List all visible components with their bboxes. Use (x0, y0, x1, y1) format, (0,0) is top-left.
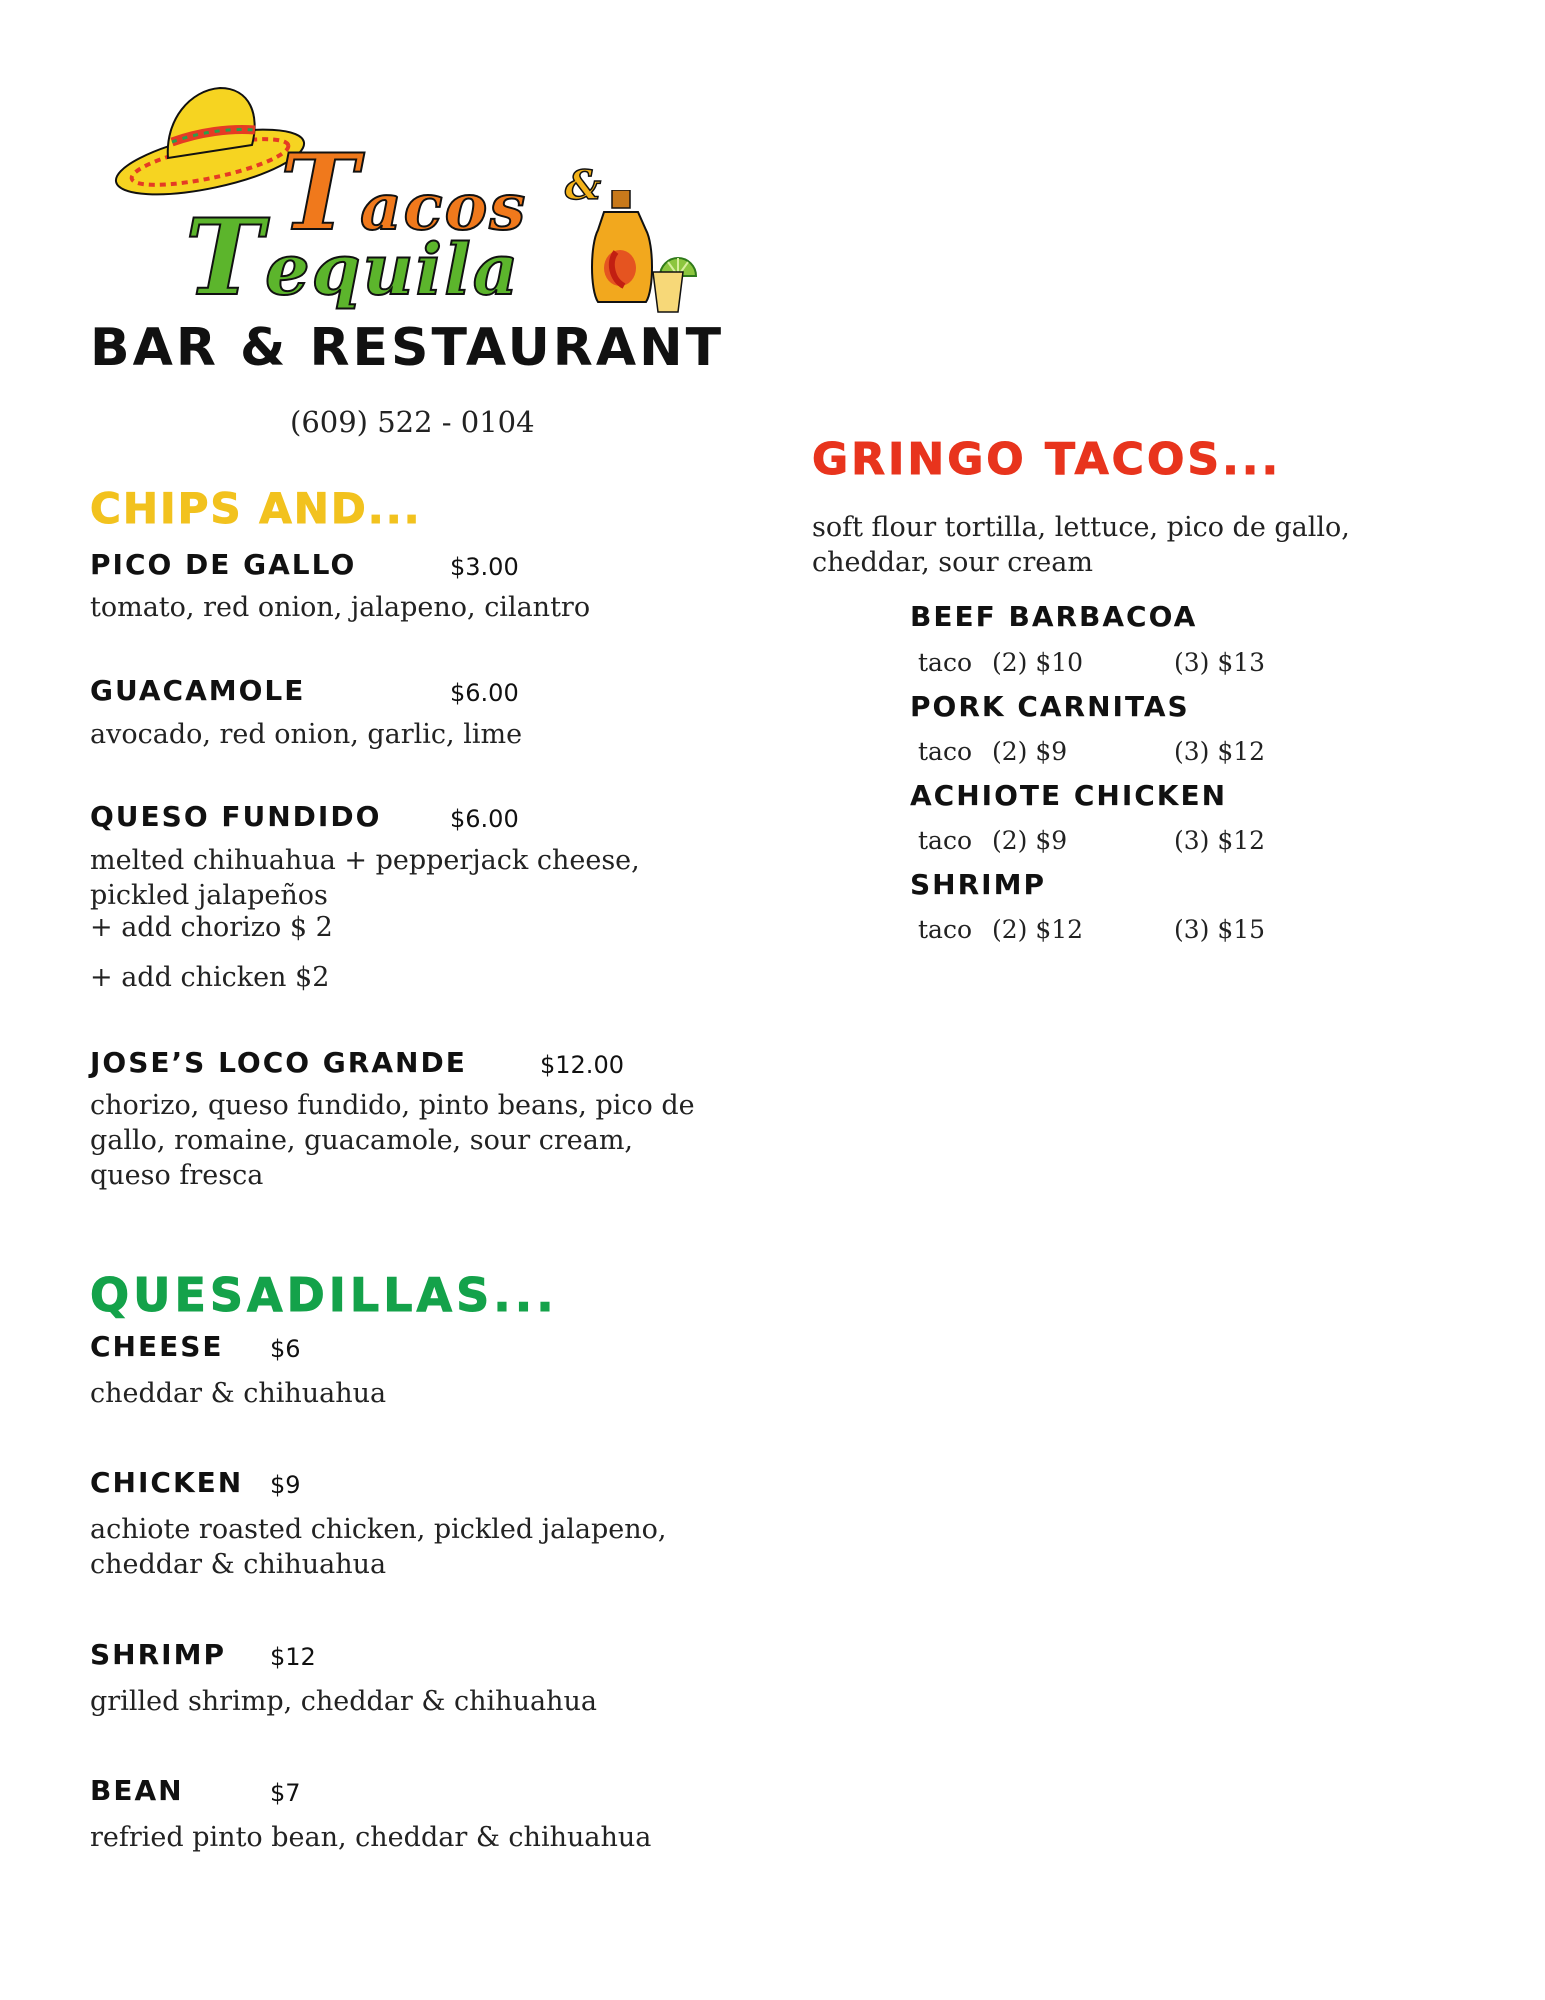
taco-price-two: (2) $9 (992, 737, 1068, 766)
menu-item-price: $7 (270, 1779, 301, 1807)
menu-item-name: SHRIMP (90, 1638, 226, 1671)
menu-item-name: JOSE’S LOCO GRANDE (90, 1046, 467, 1079)
menu-item-description: avocado, red onion, garlic, lime (90, 719, 523, 750)
restaurant-subtitle: BAR & RESTAURANT (90, 318, 725, 378)
taco-label: taco (918, 648, 973, 677)
taco-price-three: (3) $12 (1174, 737, 1266, 766)
menu-item-price: $3.00 (450, 553, 519, 581)
menu-item-price: $6 (270, 1335, 301, 1363)
menu-item-name: GUACAMOLE (90, 674, 306, 707)
menu-item-description: refried pinto bean, cheddar & chihuahua (90, 1822, 652, 1853)
menu-item-name: BEAN (90, 1774, 184, 1807)
logo-word-tacos: Tacos (280, 130, 528, 254)
taco-price-three: (3) $15 (1174, 915, 1266, 944)
chips-section-heading: CHIPS AND... (90, 484, 422, 533)
gringo-tacos-description: soft flour tortilla, lettuce, pico de gallo, cheddar, sour cream (812, 512, 1350, 578)
taco-price-two: (2) $12 (992, 915, 1084, 944)
phone-number: (609) 522 - 0104 (290, 405, 535, 439)
taco-price-three: (3) $13 (1174, 648, 1266, 677)
menu-item-name: QUESO FUNDIDO (90, 800, 382, 833)
menu-item-description: melted chihuahua + pepperjack cheese, pickled jalapeños (90, 845, 640, 911)
menu-item-price: $6.00 (450, 679, 519, 707)
quesadillas-section-heading: QUESADILLAS... (90, 1268, 558, 1322)
menu-item-description: achiote roasted chicken, pickled jalapeno, cheddar & chihuahua (90, 1514, 667, 1580)
menu-item-price: $9 (270, 1471, 301, 1499)
taco-label: taco (918, 826, 973, 855)
menu-item-description: tomato, red onion, jalapeno, cilantro (90, 592, 591, 623)
addon-chicken: + add chicken $2 (90, 962, 330, 993)
taco-price-three: (3) $12 (1174, 826, 1266, 855)
taco-item-name: ACHIOTE CHICKEN (910, 779, 1228, 812)
gringo-tacos-section-heading: GRINGO TACOS... (812, 434, 1282, 485)
taco-price-two: (2) $10 (992, 648, 1084, 677)
taco-item-name: SHRIMP (910, 868, 1046, 901)
logo-ampersand: & (565, 162, 604, 209)
menu-item-name: PICO DE GALLO (90, 548, 357, 581)
menu-item-price: $6.00 (450, 805, 519, 833)
taco-label: taco (918, 915, 973, 944)
menu-item-description: grilled shrimp, cheddar & chihuahua (90, 1686, 597, 1717)
taco-label: taco (918, 737, 973, 766)
menu-item-name: CHEESE (90, 1330, 224, 1363)
taco-price-two: (2) $9 (992, 826, 1068, 855)
logo-word-tequila: Tequila (185, 195, 521, 319)
shot-glass-icon (650, 270, 686, 314)
menu-item-price: $12.00 (540, 1051, 624, 1079)
menu-item-description: cheddar & chihuahua (90, 1378, 387, 1409)
menu-item-name: CHICKEN (90, 1466, 244, 1499)
menu-item-price: $12 (270, 1643, 316, 1671)
addon-chorizo: + add chorizo $ 2 (90, 912, 333, 943)
menu-item-description: chorizo, queso fundido, pinto beans, pico de gallo, romaine, guacamole, sour cream, queso fresca (90, 1090, 695, 1191)
taco-item-name: BEEF BARBACOA (910, 600, 1198, 633)
restaurant-logo (110, 80, 710, 320)
taco-item-name: PORK CARNITAS (910, 690, 1190, 723)
